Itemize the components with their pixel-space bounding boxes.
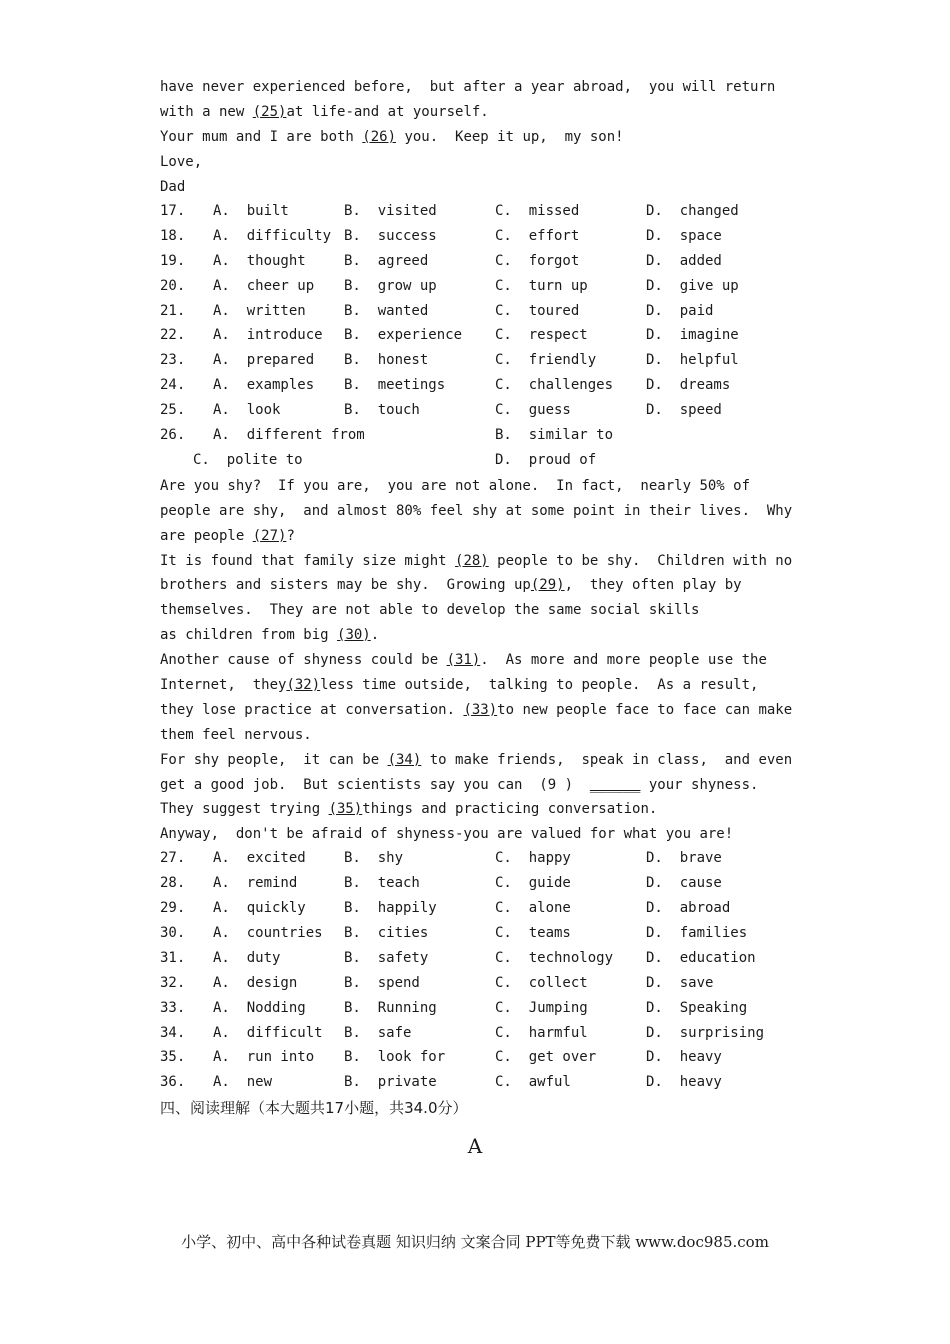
question-row — [0, 402, 950, 420]
option-d: D. imagine — [646, 327, 739, 343]
option-b: B. look for — [344, 1049, 446, 1065]
option-c: C. challenges — [495, 377, 614, 393]
option-d: D. cause — [646, 875, 722, 891]
option-a: A. remind — [213, 875, 298, 891]
option-b: B. similar to — [495, 427, 614, 443]
passage-line: people are shy, and almost 80% feel shy at some point in their lives. Why — [160, 503, 793, 519]
option-c: C. effort — [495, 228, 580, 244]
option-c: C. respect — [495, 327, 588, 343]
option-b: B. cities — [344, 925, 429, 941]
question-row — [0, 278, 950, 296]
option-c: C. awful — [495, 1074, 571, 1090]
passage-line: are people (27)? — [160, 528, 295, 544]
option-b: B. agreed — [344, 253, 429, 269]
option-d: D. added — [646, 253, 722, 269]
option-c: C. turn up — [495, 278, 588, 294]
option-a: A. different from — [213, 427, 365, 443]
question-row — [0, 327, 950, 345]
blank-27: (27) — [252, 528, 287, 544]
question-number: 34. — [160, 1025, 186, 1041]
section-letter: A — [467, 1134, 483, 1158]
passage-line: Your mum and I are both (26) you. Keep it up, my son! — [160, 129, 624, 145]
question-row — [0, 228, 950, 246]
option-c: C. forgot — [495, 253, 580, 269]
passage-line: They suggest trying (35)things and practicing conversation. — [160, 801, 658, 817]
option-a: A. design — [213, 975, 298, 991]
option-d: D. paid — [646, 303, 714, 319]
passage-line: For shy people, it can be (34) to make friends, speak in class, and even — [160, 752, 793, 768]
question-row — [0, 950, 950, 968]
option-a: A. run into — [213, 1049, 315, 1065]
blank-28: (28) — [455, 553, 489, 569]
option-b: B. meetings — [344, 377, 446, 393]
option-c: C. guide — [495, 875, 571, 891]
passage-line: with a new (25)at life-and at yourself. — [160, 104, 489, 120]
passage-line: themselves. They are not able to develop the same social skills — [160, 602, 700, 618]
section-heading: 四、阅读理解（本大题共17小题，共34.0分） — [160, 1099, 468, 1117]
option-d: D. helpful — [646, 352, 739, 368]
question-row-continued — [0, 452, 950, 470]
blank-35: (35) — [328, 801, 363, 817]
option-d: D. save — [646, 975, 714, 991]
option-a: A. duty — [213, 950, 281, 966]
option-c: C. missed — [495, 203, 580, 219]
option-d: D. space — [646, 228, 722, 244]
option-d: D. changed — [646, 203, 739, 219]
option-c: C. polite to — [193, 452, 303, 468]
option-c: C. technology — [495, 950, 614, 966]
question-number: 32. — [160, 975, 186, 991]
option-d: D. families — [646, 925, 748, 941]
option-a: A. quickly — [213, 900, 306, 916]
question-row — [0, 900, 950, 918]
blank-32: (32) — [286, 677, 321, 693]
option-b: B. experience — [344, 327, 463, 343]
option-c: C. friendly — [495, 352, 597, 368]
blank-9: ______ — [589, 777, 641, 793]
question-number: 22. — [160, 327, 186, 343]
question-row — [0, 875, 950, 893]
question-number: 31. — [160, 950, 186, 966]
option-b: B. touch — [344, 402, 420, 418]
option-a: A. built — [213, 203, 289, 219]
passage-line: Internet, they(32)less time outside, talking to people. As a result, — [160, 677, 759, 693]
question-number: 20. — [160, 278, 186, 294]
question-row — [0, 1074, 950, 1092]
question-row — [0, 925, 950, 943]
blank-25: (25) — [252, 104, 287, 120]
question-row — [0, 427, 950, 445]
option-a: A. examples — [213, 377, 315, 393]
passage-line: brothers and sisters may be shy. Growing up(29), they often play by — [160, 577, 742, 593]
question-number: 26. — [160, 427, 186, 443]
blank-30: (30) — [337, 627, 371, 643]
option-a: A. introduce — [213, 327, 323, 343]
blank-31: (31) — [446, 652, 481, 668]
option-b: B. private — [344, 1074, 437, 1090]
passage-line: get a good job. But scientists say you can (9 ) ______ your shyness. — [160, 777, 759, 793]
option-a: A. countries — [213, 925, 323, 941]
option-b: B. Running — [344, 1000, 437, 1016]
question-row — [0, 1000, 950, 1018]
passage-line: them feel nervous. — [160, 727, 312, 743]
question-number: 27. — [160, 850, 186, 866]
blank-29: (29) — [530, 577, 565, 593]
option-b: B. happily — [344, 900, 437, 916]
question-row — [0, 975, 950, 993]
question-row — [0, 352, 950, 370]
question-row — [0, 850, 950, 868]
option-b: B. shy — [344, 850, 404, 866]
option-d: D. heavy — [646, 1074, 722, 1090]
passage-line: as children from big (30). — [160, 627, 380, 643]
option-b: B. visited — [344, 203, 437, 219]
passage-line: they lose practice at conversation. (33)to new people face to face can make — [160, 702, 793, 718]
option-a: A. difficulty — [213, 228, 332, 244]
option-c: C. get over — [495, 1049, 597, 1065]
option-c: C. collect — [495, 975, 588, 991]
blank-34: (34) — [387, 752, 422, 768]
question-number: 18. — [160, 228, 186, 244]
letter-closing: Love, — [160, 154, 203, 170]
question-number: 35. — [160, 1049, 186, 1065]
option-c: C. guess — [495, 402, 571, 418]
option-d: D. brave — [646, 850, 722, 866]
option-d: D. speed — [646, 402, 722, 418]
question-row — [0, 1049, 950, 1067]
question-row — [0, 203, 950, 221]
option-b: B. honest — [344, 352, 429, 368]
question-row — [0, 377, 950, 395]
question-number: 19. — [160, 253, 186, 269]
option-d: D. dreams — [646, 377, 731, 393]
option-c: C. teams — [495, 925, 571, 941]
passage-line: have never experienced before, but after a year abroad, you will return — [160, 79, 776, 95]
question-row — [0, 253, 950, 271]
option-a: A. look — [213, 402, 281, 418]
question-number: 21. — [160, 303, 186, 319]
question-number: 17. — [160, 203, 186, 219]
option-d: D. heavy — [646, 1049, 722, 1065]
passage-line: It is found that family size might (28) people to be shy. Children with no — [160, 553, 793, 569]
letter-signature: Dad — [160, 179, 186, 195]
option-a: A. cheer up — [213, 278, 315, 294]
option-b: B. grow up — [344, 278, 437, 294]
option-c: C. alone — [495, 900, 571, 916]
option-c: C. harmful — [495, 1025, 588, 1041]
option-b: B. teach — [344, 875, 420, 891]
option-d: D. give up — [646, 278, 739, 294]
option-d: D. surprising — [646, 1025, 765, 1041]
option-b: B. spend — [344, 975, 420, 991]
question-row — [0, 1025, 950, 1043]
option-c: C. happy — [495, 850, 571, 866]
question-number: 36. — [160, 1074, 186, 1090]
passage-line: Anyway, don't be afraid of shyness-you are valued for what you are! — [160, 826, 734, 842]
question-number: 28. — [160, 875, 186, 891]
option-a: A. written — [213, 303, 306, 319]
option-a: A. new — [213, 1074, 273, 1090]
option-d: D. education — [646, 950, 756, 966]
option-b: B. safe — [344, 1025, 412, 1041]
page-footer: 小学、初中、高中各种试卷真题 知识归纳 文案合同 PPT等免费下载 www.doc985.com — [181, 1233, 769, 1251]
option-c: C. toured — [495, 303, 580, 319]
option-a: A. Nodding — [213, 1000, 306, 1016]
option-a: A. difficult — [213, 1025, 323, 1041]
option-d: D. proud of — [495, 452, 597, 468]
option-b: B. safety — [344, 950, 429, 966]
question-row — [0, 303, 950, 321]
option-a: A. thought — [213, 253, 306, 269]
passage-line: Are you shy? If you are, you are not alone. In fact, nearly 50% of — [160, 478, 751, 494]
option-b: B. wanted — [344, 303, 429, 319]
option-d: D. abroad — [646, 900, 731, 916]
option-d: D. Speaking — [646, 1000, 748, 1016]
passage-line: Another cause of shyness could be (31). As more and more people use the — [160, 652, 767, 668]
question-number: 25. — [160, 402, 186, 418]
question-number: 29. — [160, 900, 186, 916]
option-c: C. Jumping — [495, 1000, 588, 1016]
option-a: A. excited — [213, 850, 306, 866]
blank-26: (26) — [362, 129, 397, 145]
question-number: 24. — [160, 377, 186, 393]
option-a: A. prepared — [213, 352, 315, 368]
question-number: 30. — [160, 925, 186, 941]
option-b: B. success — [344, 228, 437, 244]
question-number: 23. — [160, 352, 186, 368]
question-number: 33. — [160, 1000, 186, 1016]
blank-33: (33) — [463, 702, 498, 718]
